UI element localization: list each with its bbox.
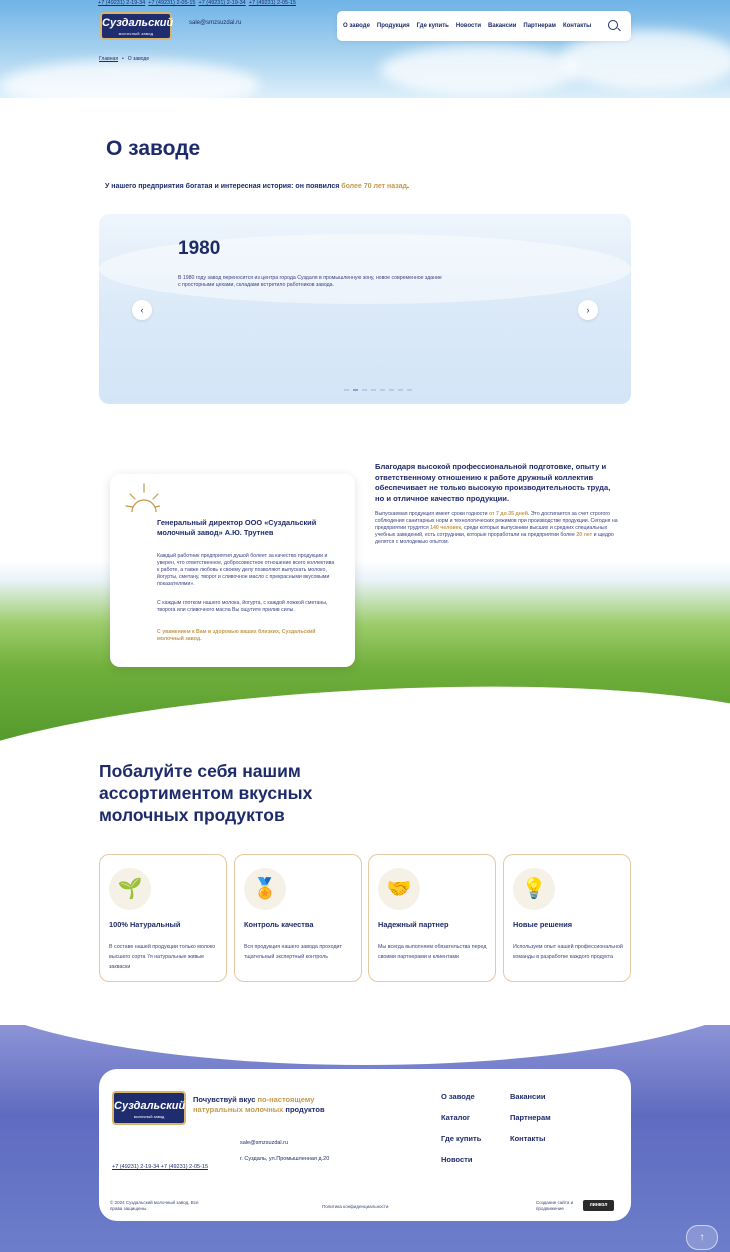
cloud bbox=[380, 45, 580, 95]
feature-title: Контроль качества bbox=[244, 920, 314, 929]
footer-slogan bbox=[193, 1095, 333, 1115]
breadcrumb-separator: • bbox=[122, 56, 124, 62]
lightbulb-icon: 💡 bbox=[513, 868, 555, 910]
nav-item-contacts[interactable]: Контакты bbox=[562, 23, 592, 29]
feature-title: 100% Натуральный bbox=[109, 920, 181, 929]
nav-item-news[interactable]: Новости bbox=[455, 23, 482, 29]
about-part: и щедро делятся с молодежью опытом. bbox=[375, 532, 614, 545]
director-title: Генеральный директор ООО «Суздальский молочный завод» А.Ю. Трутнев bbox=[157, 518, 317, 537]
breadcrumb-home[interactable]: Главная bbox=[99, 56, 119, 62]
about-highlight: от 7 до 35 дней bbox=[488, 511, 528, 517]
slide-text: В 1980 году завод переносится из центра города Суздаля в промышленную зону, новое современное здание с просторными цехами, складами встретило работников завода. bbox=[178, 275, 442, 288]
feature-desc: Вся продукция нашего завода проходит тщательный экспертный контроль bbox=[244, 944, 342, 960]
director-text: С каждым глотком нашего молока, йогурта, с каждой ложкой сметаны, творога или сливочного масла Вы ощутите прилив силы. bbox=[157, 600, 328, 613]
plant-hand-icon: 🌱 bbox=[109, 868, 151, 910]
page-title: О заводе bbox=[106, 137, 201, 160]
intro-highlight: более 70 лет назад bbox=[341, 183, 407, 190]
cloud bbox=[0, 60, 260, 98]
nav-item-vacancies[interactable]: Вакансии bbox=[488, 23, 517, 29]
slide-year: 1980 bbox=[178, 238, 221, 259]
about-part: Выпускаемая продукция имеет сроки годности bbox=[375, 511, 489, 517]
feature-title: Новые решения bbox=[513, 920, 573, 929]
breadcrumb-current: О заводе bbox=[127, 56, 150, 62]
slogan-part: Почувствуй вкус bbox=[193, 1095, 258, 1104]
intro-text bbox=[105, 183, 409, 190]
logo-sub: молочный завод bbox=[133, 1114, 165, 1119]
footer-nav-catalog[interactable]: Каталог bbox=[441, 1113, 471, 1122]
logo[interactable] bbox=[100, 12, 172, 40]
director-text: Каждый работник предприятия душой болеет за качество продукции и уверен, что ответственное, добросовестное отношение всего коллектива к работе, а также любовь к своему делу позволяют выпускать молоко, йогурты, сметану, творог и сливочное масло с прекрасными вкусовыми показателями». bbox=[157, 553, 335, 587]
slogan-highlight: по-настоящему натуральных молочных bbox=[193, 1095, 315, 1114]
about-heading: Благодаря высокой профессиональной подготовке, опыту и ответственному отношению к работе дружный коллектив обеспечивает не только высокую производительность труда, но и отличное качество продукции. bbox=[375, 462, 611, 503]
slider-dot[interactable] bbox=[362, 389, 367, 391]
slider-dot[interactable] bbox=[344, 389, 349, 391]
slider-dots bbox=[344, 389, 412, 391]
slider-dot[interactable] bbox=[398, 389, 403, 391]
phone-link[interactable]: +7 (49231) 2-05-15 bbox=[248, 0, 296, 6]
slider-next-button[interactable]: › bbox=[578, 300, 598, 320]
slogan-part: продуктов bbox=[283, 1105, 325, 1114]
footer-nav-partners[interactable]: Партнерам bbox=[510, 1113, 551, 1122]
footer-nav-about[interactable]: О заводе bbox=[441, 1092, 475, 1101]
slider-dot[interactable] bbox=[389, 389, 394, 391]
feature-card bbox=[99, 854, 227, 982]
assortment-title: Побалуйте себя нашим ассортиментом вкусных молочных продуктов bbox=[99, 761, 313, 825]
agency-logo[interactable]: линкол bbox=[583, 1200, 614, 1211]
footer-nav-contacts[interactable]: Контакты bbox=[510, 1134, 546, 1143]
history-slider bbox=[99, 214, 631, 404]
phone-link[interactable]: +7 (49231) 2-19-34 bbox=[98, 0, 146, 6]
about-part: . Это достигается за счет строгого соблюдения санитарных норм и технологических режимов при производстве продукции. Сегодня на предприятии трудятся bbox=[375, 511, 618, 531]
logo-main: Суздальский bbox=[102, 17, 174, 29]
about-text bbox=[375, 511, 620, 546]
slider-dot[interactable] bbox=[371, 389, 376, 391]
footer-phones[interactable]: +7 (49231) 2-19-34 +7 (49231) 2-05-15 bbox=[112, 1164, 209, 1170]
slider-dot[interactable] bbox=[380, 389, 385, 391]
footer-nav-where-to-buy[interactable]: Где купить bbox=[441, 1134, 482, 1143]
grass-wave bbox=[0, 666, 730, 760]
footer-wave bbox=[0, 1025, 730, 1065]
feature-desc: Мы всегда выполняем обязательства перед своими партнерами и клиентами bbox=[378, 944, 487, 960]
feature-title: Надежный партнер bbox=[378, 920, 449, 929]
logo-sub: молочный завод bbox=[118, 31, 154, 36]
nav-item-products[interactable]: Продукция bbox=[376, 23, 410, 29]
director-card bbox=[110, 474, 355, 667]
footer-logo[interactable] bbox=[112, 1091, 186, 1125]
footer-email[interactable]: sale@smzsuzdal.ru bbox=[240, 1140, 289, 1146]
slider-dot[interactable] bbox=[353, 389, 358, 391]
slider-prev-button[interactable]: ‹ bbox=[132, 300, 152, 320]
intro-end: . bbox=[406, 183, 409, 190]
intro-main: У нашего предприятия богатая и интересная история: он появился bbox=[105, 183, 342, 190]
about-highlight: 140 человек bbox=[430, 525, 462, 531]
footer bbox=[99, 1069, 631, 1221]
nav-item-where-to-buy[interactable]: Где купить bbox=[416, 23, 449, 29]
sun-icon bbox=[124, 480, 160, 516]
quality-badge-icon: 🏅 bbox=[244, 868, 286, 910]
footer-nav-news[interactable]: Новости bbox=[441, 1155, 473, 1164]
feature-card bbox=[503, 854, 631, 982]
phone-link[interactable]: +7 (49231) 2-05-15 bbox=[148, 0, 196, 6]
phone-link[interactable]: +7 (49231) 2-19-34 bbox=[198, 0, 246, 6]
made-by-text: Создание сайта и продвижение bbox=[536, 1200, 574, 1211]
privacy-link[interactable]: Политика конфиденциальности bbox=[322, 1204, 389, 1209]
feature-desc: В составе нашей продукции только молоко высшего сорта 7я натуральные живые закваски bbox=[109, 944, 216, 970]
about-highlight: 20 лет bbox=[576, 532, 593, 538]
feature-card bbox=[368, 854, 496, 982]
director-sign: С уважением к Вам и здоровью ваших близких, Суздальский молочный завод. bbox=[157, 629, 316, 642]
scroll-up-button[interactable]: ↑ bbox=[686, 1225, 718, 1250]
handshake-icon: 🤝 bbox=[378, 868, 420, 910]
search-icon[interactable] bbox=[608, 20, 618, 30]
footer-address: г. Суздаль, ул.Промышленная д.20 bbox=[240, 1156, 330, 1162]
about-part: , среди которых выпускники высших и средних специальных учебных заведений, есть сотрудники, которые проработали на предприятии более bbox=[375, 525, 608, 538]
footer-nav-vacancies[interactable]: Вакансии bbox=[510, 1092, 546, 1101]
breadcrumb bbox=[99, 56, 149, 62]
nav-item-about[interactable]: О заводе bbox=[343, 23, 370, 29]
feature-desc: Используем опыт нашей профессиональной команды в разработке каждого продукта bbox=[513, 944, 623, 960]
main-nav bbox=[337, 11, 631, 41]
slider-dot[interactable] bbox=[407, 389, 412, 391]
copyright: © 2024 Суздальский молочный завод. Все права защищены. bbox=[110, 1200, 199, 1211]
nav-item-partners[interactable]: Партнерам bbox=[523, 23, 556, 29]
header-email[interactable]: sale@smzsuzdal.ru bbox=[189, 20, 242, 26]
header-phones bbox=[98, 0, 296, 6]
about-block bbox=[375, 462, 620, 546]
logo-main: Суздальский bbox=[114, 1100, 186, 1112]
feature-card bbox=[234, 854, 362, 982]
